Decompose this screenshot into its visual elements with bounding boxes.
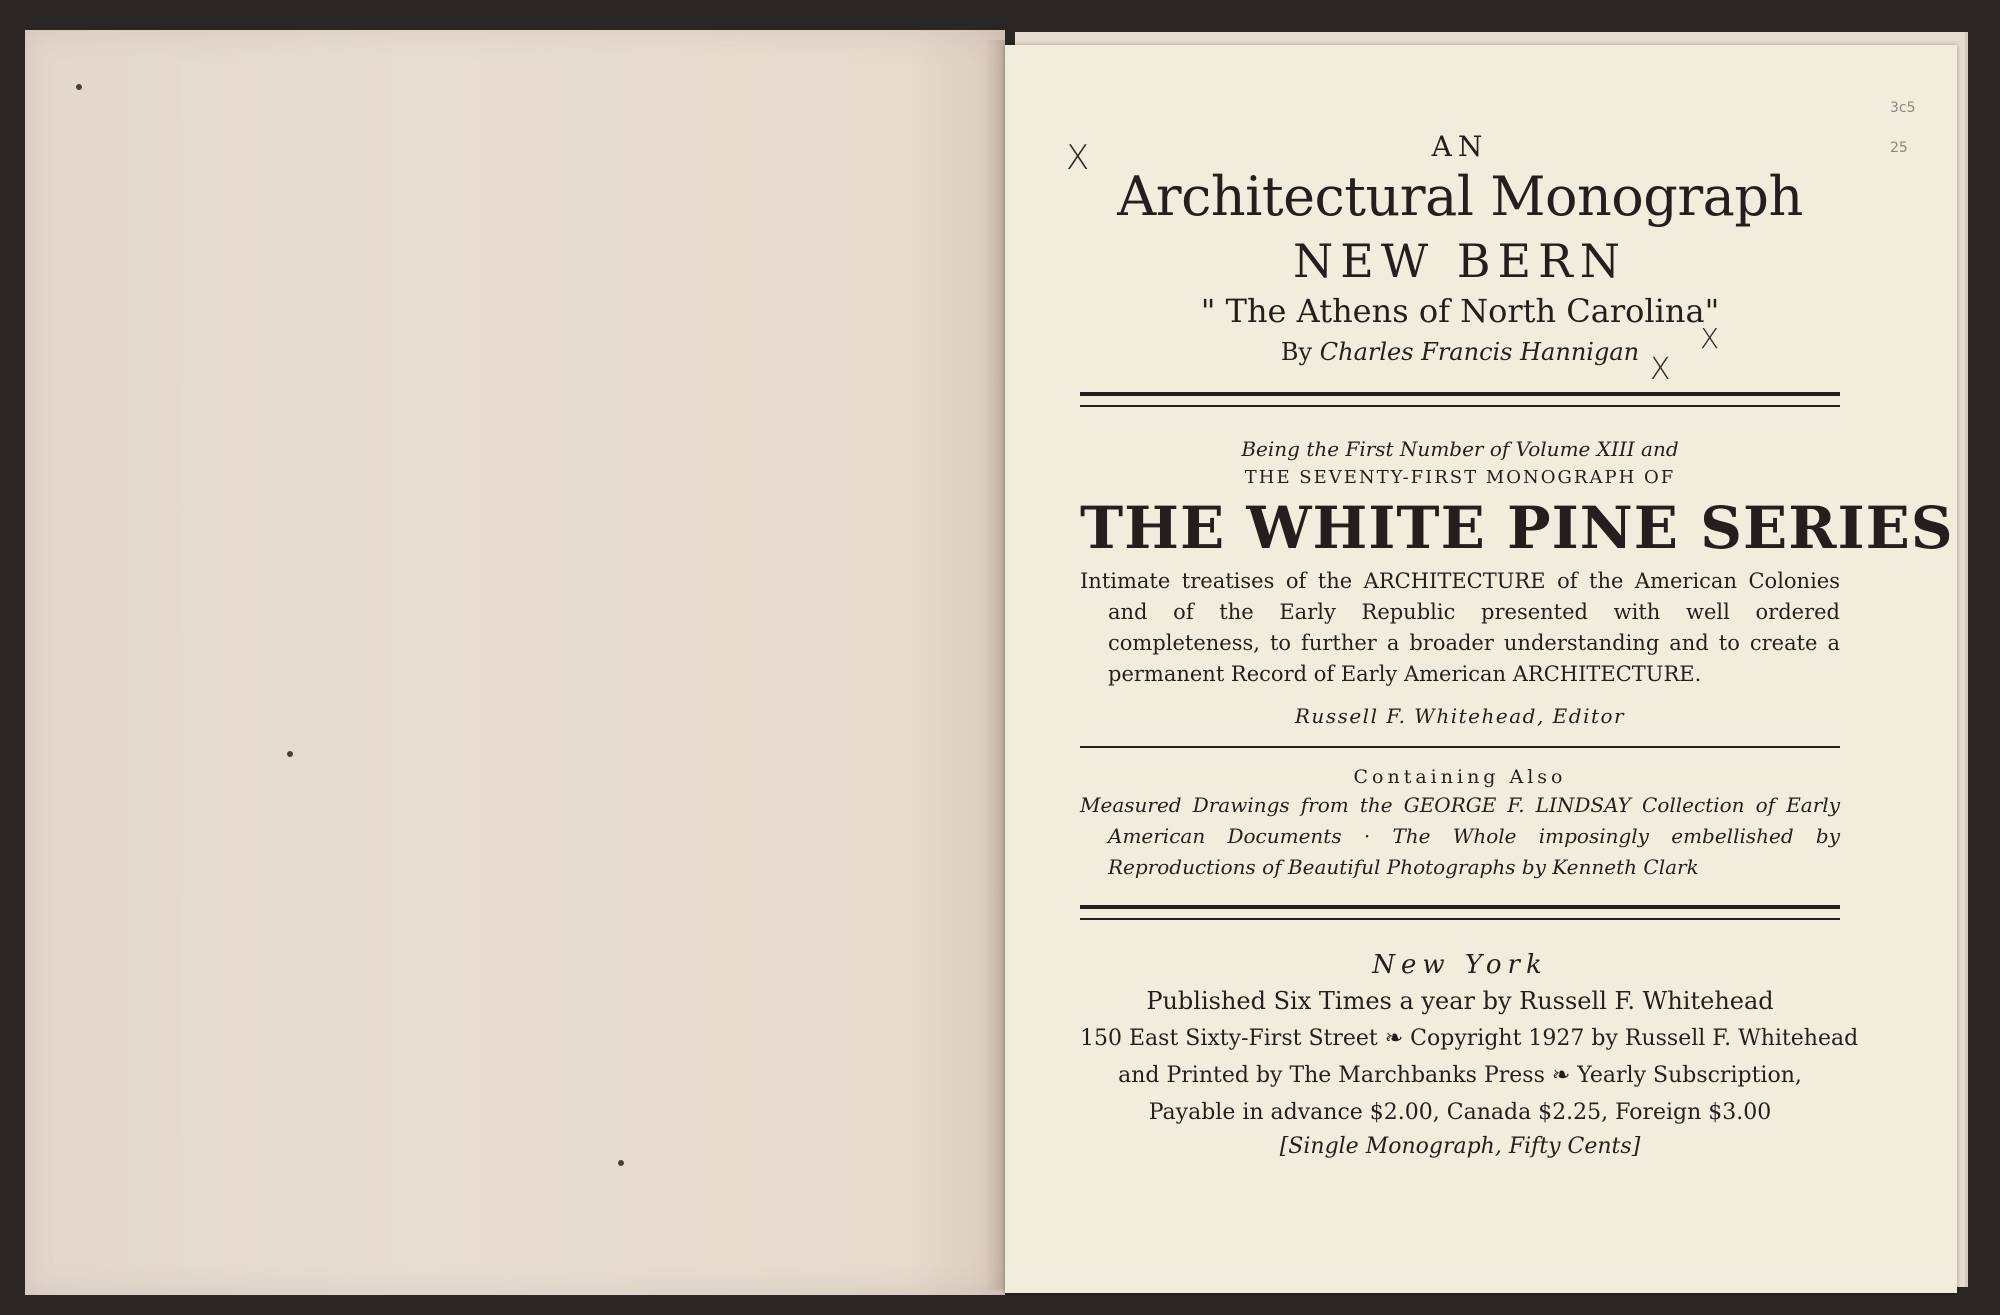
printed-line: and Printed by The Marchbanks Press ❧ Yearly Subscription, bbox=[1118, 1063, 1802, 1088]
pencil-note-top: 3c5 bbox=[1890, 100, 1916, 116]
single-rule bbox=[1080, 746, 1840, 748]
prices-line: Payable in advance $2.00, Canada $2.25, Foreign $3.00 bbox=[1148, 1100, 1772, 1125]
byline bbox=[1080, 338, 1840, 366]
speck-dot bbox=[287, 751, 293, 757]
editor-line: Russell F. Whitehead, Editor bbox=[1294, 704, 1626, 728]
x-mark: X bbox=[1700, 322, 1720, 355]
containing-description: Measured Drawings from the GEORGE F. LINDSAY Collection of Early American Documents · The Whole imposingly embellished by Reproductions of Beautiful Photographs by Kenneth Clark bbox=[1080, 793, 1840, 879]
city-line: New York bbox=[1372, 950, 1548, 980]
double-rule bbox=[1080, 905, 1840, 920]
book-spine-shadow bbox=[985, 40, 1005, 1290]
speck-dot bbox=[76, 84, 82, 90]
title-page-content bbox=[1080, 130, 1954, 1159]
seventy-first-line: THE SEVENTY-FIRST MONOGRAPH OF bbox=[1244, 467, 1676, 488]
pencil-note-bottom: 25 bbox=[1890, 140, 1908, 156]
place-title: NEW BERN bbox=[1293, 234, 1627, 288]
monograph-title: Architectural Monograph bbox=[1117, 165, 1803, 228]
subtitle: " The Athens of North Carolina" bbox=[1200, 292, 1720, 330]
x-mark: X bbox=[1650, 352, 1671, 387]
left-blank-page bbox=[25, 30, 1005, 1295]
published-line: Published Six Times a year by Russell F. Whitehead bbox=[1146, 987, 1774, 1015]
single-price-line: [Single Monograph, Fifty Cents] bbox=[1279, 1134, 1641, 1159]
being-line: Being the First Number of Volume XIII and bbox=[1241, 437, 1679, 461]
series-description: Intimate treatises of the ARCHITECTURE of the American Colonies and of the Early Republic presented with well ordered completeness, to further a broader understanding and to create a permanent Record of Early American ARCHITECTURE. bbox=[1080, 569, 1840, 686]
address-line: 150 East Sixty-First Street ❧ Copyright 1927 by Russell F. Whitehead bbox=[1080, 1026, 1859, 1051]
containing-also: Containing Also bbox=[1353, 766, 1567, 788]
speck-dot bbox=[618, 1160, 624, 1166]
by-prefix: By bbox=[1280, 338, 1313, 366]
author-name: Charles Francis Hannigan bbox=[1319, 338, 1640, 366]
x-mark: X bbox=[1066, 138, 1090, 178]
double-rule bbox=[1080, 392, 1840, 407]
an-word: AN bbox=[1431, 130, 1489, 163]
series-title: THE WHITE PINE SERIES bbox=[1080, 494, 1954, 562]
